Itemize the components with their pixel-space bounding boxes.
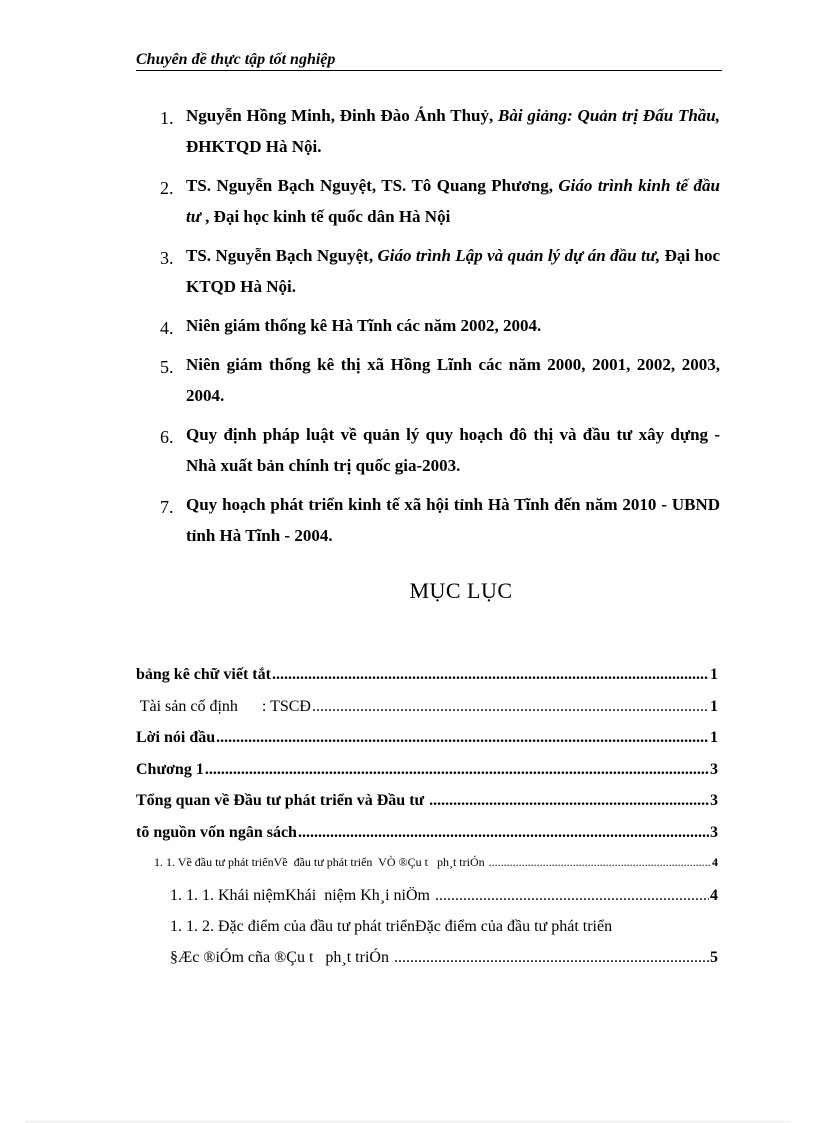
reference-item: 2. TS. Nguyễn Bạch Nguyệt, TS. Tô Quang Phương, Giáo trình kinh tế đầu tư , Đại học kinh tế quốc dân Hà Nội — [158, 170, 720, 232]
toc-entry[interactable]: Tổng quan về Đầu tư phát triển và Đầu tư ..... 3 — [136, 792, 718, 824]
toc-entry[interactable]: Chương 1 ..... 3 — [136, 761, 718, 793]
toc-entry-line[interactable]: 1. 1. 2. Đặc điểm của đầu tư phát triểnĐặc điểm của đầu tư phát triển — [170, 918, 613, 935]
reference-item: 5. Niên giám thống kê thị xã Hồng Lĩnh các năm 2000, 2001, 2002, 2003, 2004. — [158, 349, 720, 411]
page-header — [136, 50, 722, 71]
reference-number: 3. — [160, 248, 174, 268]
reference-item: 6. Quy định pháp luật về quản lý quy hoạch đô thị và đầu tư xây dựng - Nhà xuất bản chính trị quốc gia-2003. — [158, 419, 720, 481]
reference-number: 6. — [160, 427, 174, 447]
reference-item: 3. TS. Nguyễn Bạch Nguyệt, Giáo trình Lập và quản lý dự án đầu tư, Đại hoc KTQD Hà Nội. — [158, 240, 720, 302]
reference-list — [158, 100, 720, 559]
reference-number: 5. — [160, 357, 174, 377]
reference-number: 7. — [160, 497, 174, 517]
toc-title: MỤC LỤC — [409, 578, 513, 603]
reference-item: 1. Nguyễn Hồng Minh, Đinh Đào Ánh Thuỷ, Bài giảng: Quản trị Đấu Thầu, ĐHKTQD Hà Nội. — [158, 100, 720, 162]
toc-entry[interactable]: Lời nói đầu ..... 1 — [136, 729, 718, 761]
toc-entry[interactable]: Tài sản cố định : TSCĐ ..... 1 — [136, 698, 718, 730]
toc-entry[interactable]: bảng kê chữ viết tắt ..... 1 — [136, 666, 718, 698]
reference-item: 7. Quy hoạch phát triển kinh tế xã hội tỉnh Hà Tĩnh đến năm 2010 - UBND tỉnh Hà Tĩnh - 2004. — [158, 489, 720, 551]
header-title: Chuyên đề thực tập tốt nghiệp — [136, 51, 336, 68]
reference-number: 4. — [160, 318, 174, 338]
toc-entry[interactable]: tõ nguồn vốn ngân sách ..... 3 — [136, 824, 718, 856]
table-of-contents — [136, 666, 718, 981]
toc-entry[interactable]: 1. 1. Về đầu tư phát triểnVề đầu tư phát triển VÒ ®Çu t ph¸t triÓn ..... 4 — [136, 855, 718, 887]
reference-number: 2. — [160, 178, 174, 198]
toc-entry[interactable]: §Æc ®iÓm cña ®Çu t ph¸t triÓn ..... 5 — [136, 949, 718, 981]
toc-entry[interactable]: 1. 1. 1. Khái niệmKhái niệm Kh¸i niÖm ..... 4 — [136, 887, 718, 919]
page-bottom-rule — [26, 1121, 790, 1122]
reference-item: 4. Niên giám thống kê Hà Tĩnh các năm 2002, 2004. — [158, 310, 720, 341]
reference-number: 1. — [160, 108, 174, 128]
